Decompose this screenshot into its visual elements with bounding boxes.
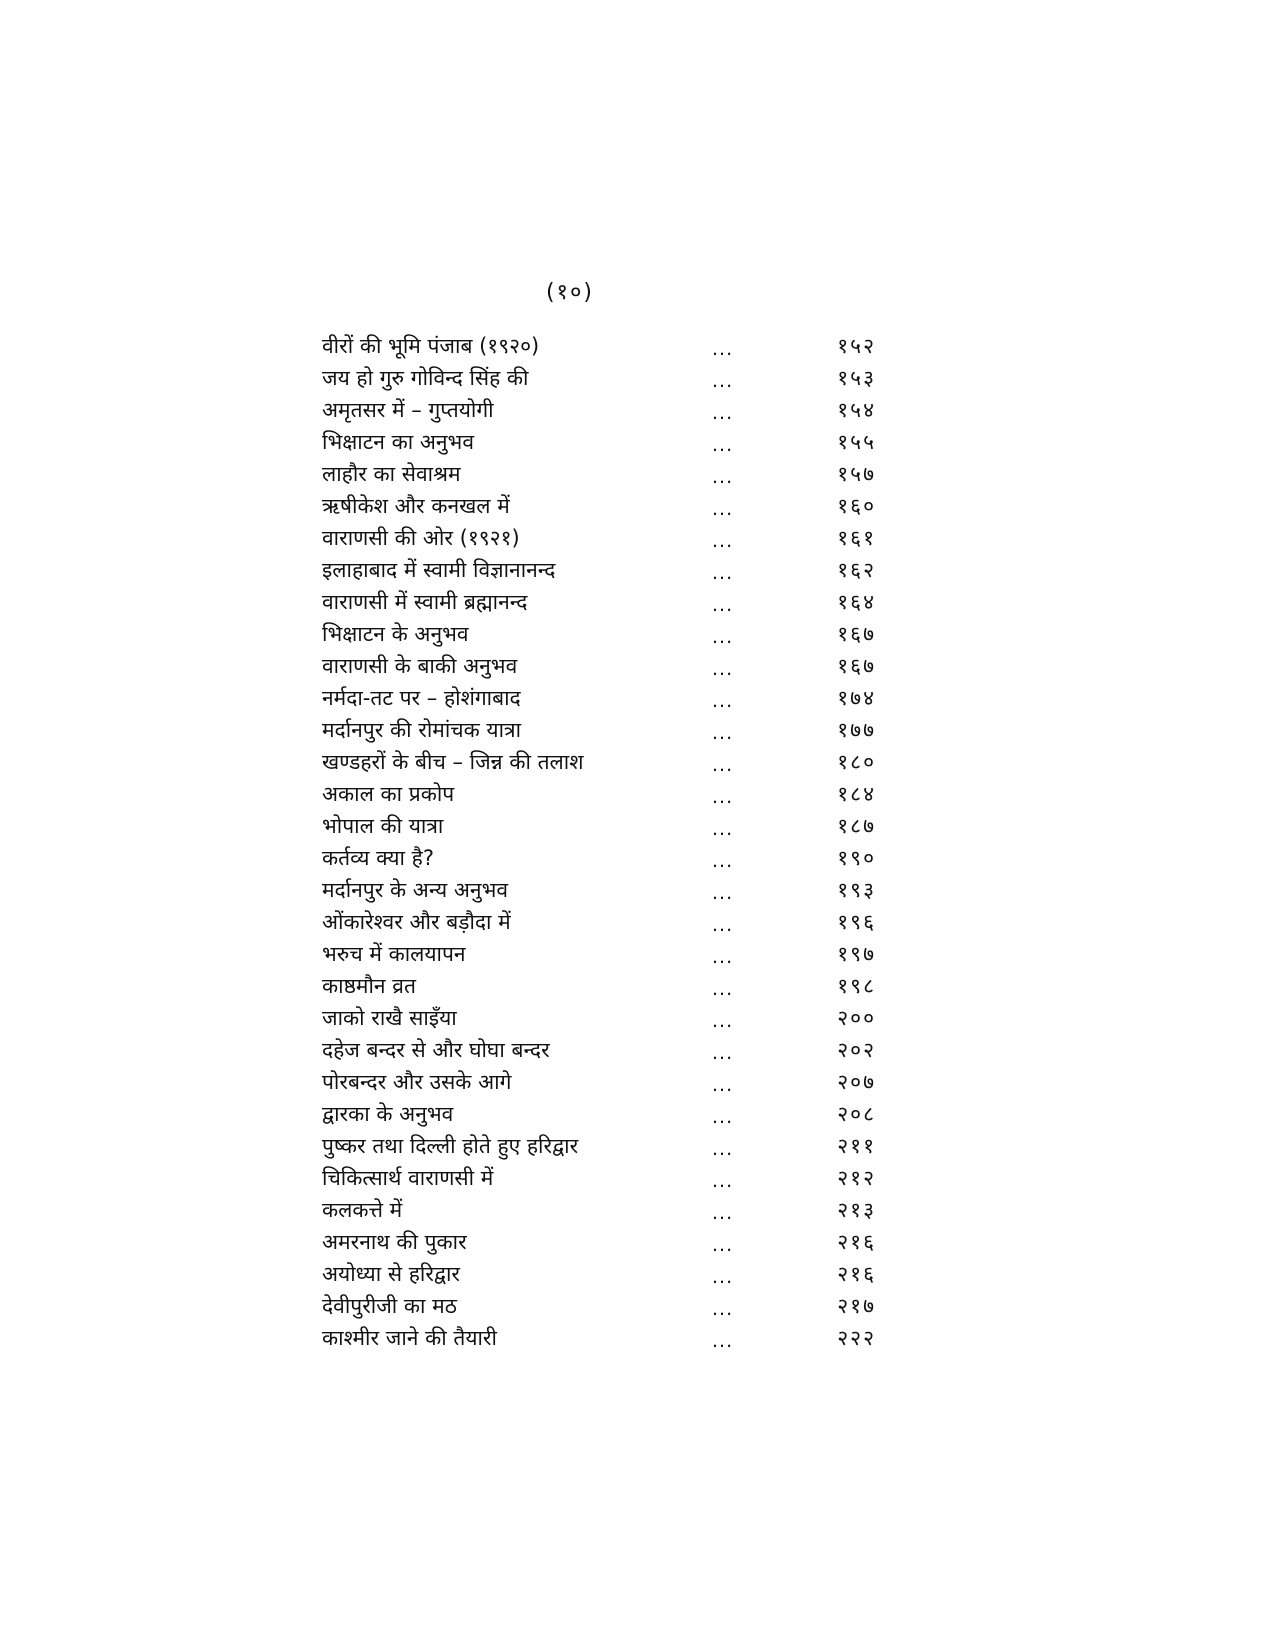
toc-entry-page: १९० [837, 846, 876, 870]
toc-entry-page: १९३ [837, 878, 876, 902]
toc-entry-title: दहेज बन्दर से और घोघा बन्दर [322, 1038, 550, 1062]
toc-entry-leader: ... [712, 978, 734, 1000]
toc-entry-page: १६४ [837, 590, 876, 614]
toc-entry [322, 746, 882, 778]
toc-entry [322, 554, 882, 586]
toc-entry-leader: ... [712, 1234, 734, 1256]
toc-entry-leader: ... [712, 1298, 734, 1320]
toc-entry [322, 682, 882, 714]
toc-entry-title: भरुच में कालयापन [322, 942, 466, 966]
toc-entry-leader: ... [712, 1010, 734, 1032]
toc-entry [322, 1290, 882, 1322]
toc-entry-leader: ... [712, 850, 734, 872]
toc-entry-title: ओंकारेश्वर और बड़ौदा में [322, 910, 511, 934]
toc-entry [322, 394, 882, 426]
toc-entry [322, 650, 882, 682]
toc-entry [322, 1322, 882, 1354]
toc-entry-page: १६१ [837, 526, 876, 550]
toc-entry-leader: ... [712, 946, 734, 968]
toc-entry-leader: ... [712, 786, 734, 808]
page-number: (१०) [545, 280, 595, 305]
toc-entry-page: १५३ [837, 366, 876, 390]
toc-entry-leader: ... [712, 562, 734, 584]
toc-entry [322, 1066, 882, 1098]
toc-entry [322, 842, 882, 874]
toc-entry-leader: ... [712, 338, 734, 360]
toc-entry [322, 1162, 882, 1194]
toc-entry [322, 778, 882, 810]
toc-entry [322, 362, 882, 394]
toc-entry-page: २१७ [837, 1294, 876, 1318]
toc-entry-page: २०८ [837, 1102, 876, 1126]
toc-entry-leader: ... [712, 1170, 734, 1192]
toc-entry [322, 426, 882, 458]
toc-entry-page: १६७ [837, 622, 876, 646]
toc-entry-leader: ... [712, 722, 734, 744]
toc-entry-title: वाराणसी में स्वामी ब्रह्मानन्द [322, 590, 528, 614]
toc-entry-page: १५२ [837, 334, 876, 358]
toc-entry-page: १६७ [837, 654, 876, 678]
toc-entry [322, 1130, 882, 1162]
toc-entry [322, 938, 882, 970]
toc-entry-leader: ... [712, 1330, 734, 1352]
toc-entry-leader: ... [712, 690, 734, 712]
toc-entry-leader: ... [712, 594, 734, 616]
toc-entry [322, 586, 882, 618]
toc-entry-page: २१६ [837, 1262, 876, 1286]
toc-entry-title: लाहौर का सेवाश्रम [322, 462, 461, 486]
toc-entry-leader: ... [712, 370, 734, 392]
toc-entry [322, 522, 882, 554]
toc-entry-page: २११ [837, 1134, 876, 1158]
toc-entry-title: मर्दानपुर के अन्य अनुभव [322, 878, 509, 902]
toc-entry-page: १७७ [837, 718, 876, 742]
toc-entry-title: अकाल का प्रकोप [322, 782, 455, 806]
toc-entry-leader: ... [712, 530, 734, 552]
toc-entry-leader: ... [712, 1106, 734, 1128]
toc-entry-title: वीरों की भूमि पंजाब (१९२०) [322, 334, 540, 358]
toc-entry-page: २०० [837, 1006, 876, 1030]
toc-entry [322, 714, 882, 746]
toc-entry-page: १८४ [837, 782, 876, 806]
toc-entry-leader: ... [712, 498, 734, 520]
toc-entry-title: वाराणसी की ओर (१९२१) [322, 526, 520, 550]
toc-entry-title: अमरनाथ की पुकार [322, 1230, 467, 1254]
toc-entry-page: १६० [837, 494, 876, 518]
toc-entry-title: इलाहाबाद में स्वामी विज्ञानानन्द [322, 558, 556, 582]
toc-entry-page: २१२ [837, 1166, 876, 1190]
toc-entry-title: कर्तव्य क्या है? [322, 846, 434, 870]
toc-entry-title: द्वारका के अनुभव [322, 1102, 454, 1126]
toc-entry-title: भोपाल की यात्रा [322, 814, 444, 838]
toc-entry-title: पुष्कर तथा दिल्ली होते हुए हरिद्वार [322, 1134, 579, 1158]
toc-entry [322, 1194, 882, 1226]
toc-entry-leader: ... [712, 1266, 734, 1288]
toc-entry-page: २१६ [837, 1230, 876, 1254]
toc-entry-title: काष्ठमौन व्रत [322, 974, 416, 998]
toc-entry-title: चिकित्सार्थ वाराणसी में [322, 1166, 494, 1190]
toc-entry-page: १५५ [837, 430, 876, 454]
toc-entry-page: २०२ [837, 1038, 876, 1062]
toc-entry-page: १८७ [837, 814, 876, 838]
toc-entry [322, 1226, 882, 1258]
toc-entry-title: खण्डहरों के बीच – जिन्न की तलाश [322, 750, 584, 774]
toc-entry-title: देवीपुरीजी का मठ [322, 1294, 457, 1318]
toc-entry-page: २२२ [837, 1326, 876, 1350]
toc-entry-leader: ... [712, 658, 734, 680]
toc-entry [322, 1098, 882, 1130]
toc-entry [322, 906, 882, 938]
toc-entry-page: १९६ [837, 910, 876, 934]
toc-entry-leader: ... [712, 754, 734, 776]
toc-entry-title: पोरबन्दर और उसके आगे [322, 1070, 512, 1094]
toc-entry-page: १७४ [837, 686, 876, 710]
toc-entry-leader: ... [712, 626, 734, 648]
toc-entry [322, 458, 882, 490]
toc-entry-leader: ... [712, 1202, 734, 1224]
toc-entry-page: १५७ [837, 462, 876, 486]
toc-entry-title: मर्दानपुर की रोमांचक यात्रा [322, 718, 522, 742]
toc-entry-page: १६२ [837, 558, 876, 582]
toc-entry-leader: ... [712, 1138, 734, 1160]
toc-entry [322, 1258, 882, 1290]
toc-entry [322, 330, 882, 362]
toc-entry [322, 618, 882, 650]
toc-entry-title: नर्मदा-तट पर – होशंगाबाद [322, 686, 521, 710]
toc-entry [322, 1034, 882, 1066]
toc-entry-page: १९७ [837, 942, 876, 966]
toc-entry-leader: ... [712, 882, 734, 904]
table-of-contents [322, 330, 882, 1354]
toc-entry-leader: ... [712, 1074, 734, 1096]
toc-entry-page: १५४ [837, 398, 876, 422]
toc-entry-page: १८० [837, 750, 876, 774]
toc-entry-title: काश्मीर जाने की तैयारी [322, 1326, 497, 1350]
toc-entry-page: १९८ [837, 974, 876, 998]
toc-entry-leader: ... [712, 402, 734, 424]
toc-entry-leader: ... [712, 434, 734, 456]
toc-entry-leader: ... [712, 818, 734, 840]
toc-entry-leader: ... [712, 1042, 734, 1064]
toc-entry-title: जय हो गुरु गोविन्द सिंह की [322, 366, 529, 390]
toc-entry-title: भिक्षाटन के अनुभव [322, 622, 469, 646]
toc-entry [322, 810, 882, 842]
toc-entry-title: अयोध्या से हरिद्वार [322, 1262, 461, 1286]
toc-entry-title: भिक्षाटन का अनुभव [322, 430, 474, 454]
toc-entry-title: वाराणसी के बाकी अनुभव [322, 654, 518, 678]
toc-entry-title: कलकत्ते में [322, 1198, 403, 1222]
toc-entry-leader: ... [712, 466, 734, 488]
toc-entry-title: अमृतसर में – गुप्तयोगी [322, 398, 494, 422]
toc-entry [322, 1002, 882, 1034]
toc-entry-page: २०७ [837, 1070, 876, 1094]
toc-entry-title: ऋषीकेश और कनखल में [322, 494, 510, 518]
toc-entry-title: जाको राखै साइँया [322, 1006, 457, 1030]
toc-entry [322, 970, 882, 1002]
toc-entry-leader: ... [712, 914, 734, 936]
toc-entry [322, 874, 882, 906]
toc-entry-page: २१३ [837, 1198, 876, 1222]
toc-entry [322, 490, 882, 522]
